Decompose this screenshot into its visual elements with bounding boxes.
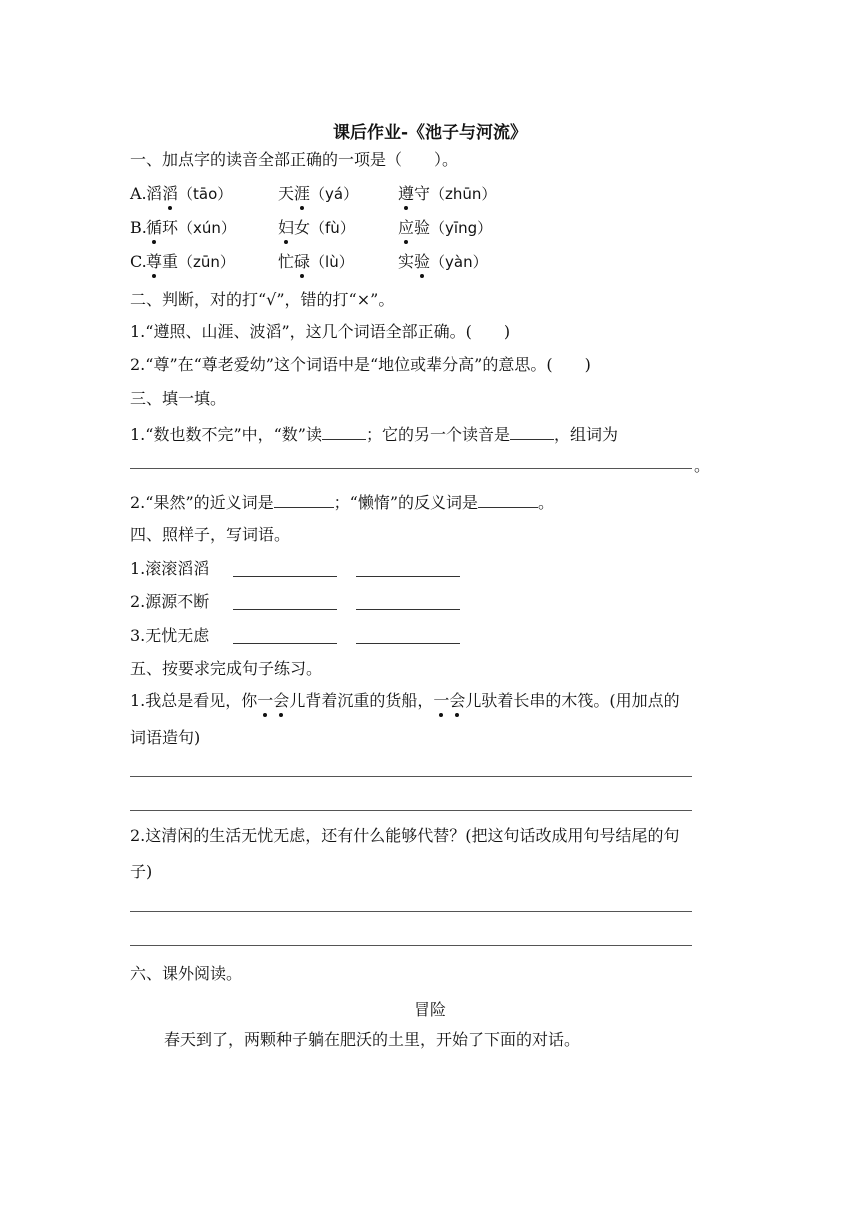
fill-question-1-end: 。	[694, 456, 711, 475]
word-blank[interactable]	[233, 594, 337, 610]
page-title: 课后作业-《池子与河流》	[332, 123, 528, 143]
sentence-question-2-cont: 子)	[130, 862, 153, 881]
word-example-2: 2.源源不断	[130, 592, 209, 612]
word-example-1: 1.滚滚滔滔	[130, 559, 209, 579]
sentence-question-2: 2.这清闲的生活无忧无虑，还有什么能够代替？(把这句话改成用句号结尾的句	[130, 826, 680, 845]
option-b-word-1: 循环（xún）	[146, 218, 236, 237]
fill-question-1: 1.“数也数不完”中，“数”读 ；它的另一个读音是 ，组词为	[130, 425, 619, 444]
option-c-word-1: 尊重（zūn）	[146, 252, 235, 271]
word-blank[interactable]	[356, 561, 460, 577]
answer-line[interactable]	[130, 945, 692, 946]
option-a-word-1: 滔滔（tāo）	[146, 184, 233, 203]
judge-question-1: 1.“遵照、山涯、波滔”，这几个词语全部正确。( )	[130, 322, 511, 341]
option-b-label: B.	[130, 218, 147, 237]
option-a-word-2: 天涯（yá）	[278, 184, 359, 203]
word-blank[interactable]	[356, 594, 460, 610]
word-blank[interactable]	[356, 628, 460, 644]
section-1-heading: 一、加点字的读音全部正确的一项是（ ）。	[130, 150, 459, 169]
answer-line[interactable]	[130, 776, 692, 777]
word-example-3: 3.无忧无虑	[130, 626, 209, 646]
fill-blank[interactable]	[322, 424, 366, 440]
fill-blank[interactable]	[478, 492, 538, 508]
answer-line[interactable]	[130, 810, 692, 811]
section-6-heading: 六、课外阅读。	[130, 964, 243, 983]
section-3-heading: 三、填一填。	[130, 389, 227, 408]
option-b-word-2: 妇女（fù）	[278, 218, 355, 237]
fill-blank[interactable]	[510, 424, 554, 440]
section-4-heading: 四、照样子，写词语。	[130, 525, 291, 544]
option-c-word-3: 实验（yàn）	[398, 252, 488, 271]
fill-question-2: 2.“果然”的近义词是 ；“懒惰”的反义词是 。	[130, 493, 555, 512]
option-c-word-2: 忙碌（lù）	[278, 252, 354, 271]
sentence-question-1-cont: 词语造句)	[130, 728, 201, 747]
option-a-label: A.	[130, 184, 147, 203]
judge-question-2: 2.“尊”在“尊老爱幼”这个词语中是“地位或辈分高”的意思。( )	[130, 355, 591, 374]
answer-line[interactable]	[130, 468, 692, 469]
fill-blank[interactable]	[274, 492, 334, 508]
section-5-heading: 五、按要求完成句子练习。	[130, 659, 323, 678]
word-blank[interactable]	[233, 561, 337, 577]
section-2-heading: 二、判断，对的打“√”，错的打“×”。	[130, 290, 395, 309]
word-blank[interactable]	[233, 628, 337, 644]
option-a-word-3: 遵守（zhūn）	[398, 184, 497, 203]
option-b-word-3: 应验（yīng）	[398, 218, 493, 237]
option-c-label: C.	[130, 252, 147, 271]
sentence-question-1: 1.我总是看见，你一会儿背着沉重的货船，一会儿驮着长串的木筏。(用加点的	[130, 691, 680, 710]
answer-line[interactable]	[130, 911, 692, 912]
story-paragraph: 春天到了，两颗种子躺在肥沃的土里，开始了下面的对话。	[164, 1030, 581, 1049]
story-title: 冒险	[413, 1000, 446, 1019]
